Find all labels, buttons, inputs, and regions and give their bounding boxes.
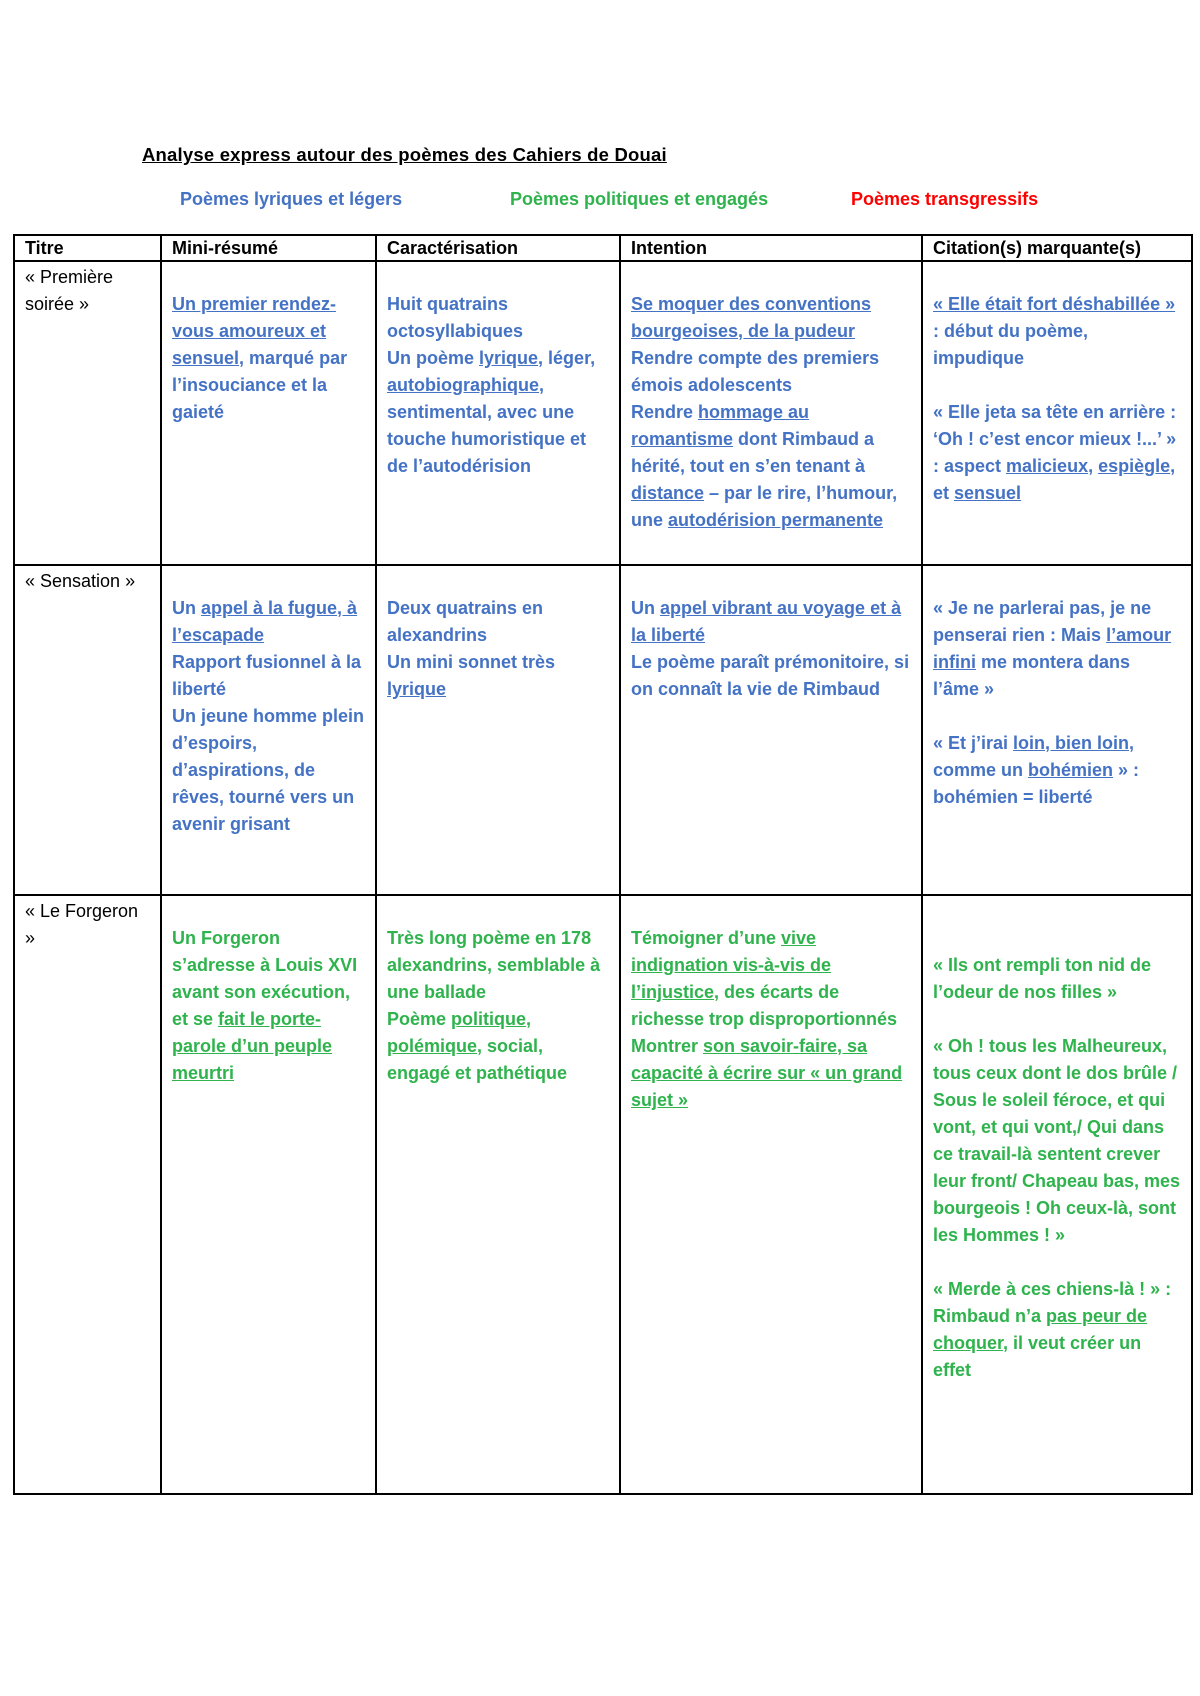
citation-underlined: bohémien xyxy=(1028,760,1114,780)
citation-underlined: loin, bien loin xyxy=(1013,733,1130,753)
caracterisation-cell xyxy=(376,895,620,1494)
citation-line: « Oh ! tous les Malheureux, tous ceux dont le dos brûle / Sous le soleil féroce, et qui vont, et qui vont,/ Qui dans ce travail-là sentent crever leur front/ Chapeau bas, mes bourgeois ! Oh ceux-là, sont les Hommes ! » xyxy=(933,1036,1181,1245)
intention-underlined: son savoir-faire, sa capacité à écrire sur « un grand sujet » xyxy=(631,1036,903,1110)
intention-line: Le poème paraît prémonitoire, si on connaît la vie de Rimbaud xyxy=(631,652,910,699)
intention-text: dont Rimbaud a hérité, tout en s’en tenant à xyxy=(631,429,875,476)
table-row xyxy=(14,895,1192,1494)
citation-text: « Elle jeta sa tête en arrière : ‘Oh ! c’est encor mieux !...’ » : aspect xyxy=(933,402,1177,476)
resume-text: , marqué par l’insouciance et la gaieté xyxy=(172,348,348,422)
header-mini-resume: Mini-résumé xyxy=(161,235,376,261)
citation-underlined: sensuel xyxy=(954,483,1022,503)
resume-line: Rapport fusionnel à la liberté xyxy=(172,652,362,699)
analysis-table xyxy=(13,234,1193,1495)
resume-text: Un xyxy=(172,598,201,618)
resume-underlined: fait le porte-parole d’un peuple meurtri xyxy=(172,1009,333,1083)
intention-underlined: hommage au romantisme xyxy=(631,402,810,449)
caracterisation-cell xyxy=(376,261,620,565)
caracterisation-text: Poème xyxy=(387,1009,452,1029)
citation-text: , il veut créer un effet xyxy=(933,1333,1142,1380)
citation-text: « Merde à ces chiens-là ! » : Rimbaud n’a xyxy=(933,1279,1172,1326)
caracterisation-text: Un mini sonnet très xyxy=(387,652,556,672)
intention-underlined: autodérision permanente xyxy=(668,510,884,530)
citation-text: : début du poème, impudique xyxy=(933,321,1088,368)
table-row xyxy=(14,261,1192,565)
caracterisation-underlined: autobiographique xyxy=(387,375,539,395)
resume-text: Un Forgeron s’adresse à Louis XVI avant son exécution, et se xyxy=(172,928,358,1029)
citation-underlined: « Elle était fort déshabillée » xyxy=(933,294,1176,314)
poem-title: « Sensation » xyxy=(25,571,136,591)
citation-underlined: pas peur de choquer xyxy=(933,1306,1148,1353)
citation-text: me montera dans l’âme » xyxy=(933,652,1131,699)
intention-cell xyxy=(620,895,922,1494)
citations-cell xyxy=(922,565,1192,895)
poem-title: « Le Forgeron » xyxy=(25,901,139,948)
header-caracterisation: Caractérisation xyxy=(376,235,620,261)
citation-text: » : bohémien = liberté xyxy=(933,760,1140,807)
table-row xyxy=(14,565,1192,895)
resume-cell xyxy=(161,895,376,1494)
intention-text: , des écarts de richesse trop disproportionnés xyxy=(631,982,898,1029)
resume-cell xyxy=(161,261,376,565)
legend-transgressive: Poèmes transgressifs xyxy=(851,189,1039,209)
caracterisation-text: , sentimental, avec une touche humoristique et de l’autodérision xyxy=(387,375,587,476)
caracterisation-text: , léger, xyxy=(538,348,596,368)
header-citations: Citation(s) marquante(s) xyxy=(922,235,1192,261)
citation-line: « Ils ont rempli ton nid de l’odeur de nos filles » xyxy=(933,955,1152,1002)
header-titre: Titre xyxy=(14,235,161,261)
poem-title-cell xyxy=(14,565,161,895)
citation-text: « Je ne parlerai pas, je ne penserai rien : Mais xyxy=(933,598,1152,645)
intention-cell xyxy=(620,565,922,895)
intention-underlined: appel vibrant au voyage et à la liberté xyxy=(631,598,902,645)
intention-text: – par le rire, l’humour, une xyxy=(631,483,898,530)
intention-underlined: vive indignation vis-à-vis de l’injustice xyxy=(631,928,832,1002)
legend-political: Poèmes politiques et engagés xyxy=(510,189,769,209)
table-header-row xyxy=(14,235,1192,261)
caracterisation-text: , xyxy=(526,1009,532,1029)
citation-text: « Et j’irai xyxy=(933,733,1014,753)
citation-text: , comme un xyxy=(933,733,1135,780)
intention-text: Un xyxy=(631,598,660,618)
citation-underlined: espiègle xyxy=(1098,456,1171,476)
caracterisation-cell xyxy=(376,565,620,895)
caracterisation-underlined: politique xyxy=(451,1009,527,1029)
intention-text: Témoigner d’une xyxy=(631,928,782,948)
poem-title-cell xyxy=(14,895,161,1494)
caracterisation-text: , social, engagé et pathétique xyxy=(387,1036,568,1083)
intention-text: Montrer xyxy=(631,1036,703,1056)
citation-text: , et xyxy=(933,456,1176,503)
legend-lyric: Poèmes lyriques et légers xyxy=(180,189,403,209)
resume-line: Un jeune homme plein d’espoirs, d’aspirations, de rêves, tourné vers un avenir grisant xyxy=(172,706,365,834)
citation-text: , xyxy=(1088,456,1099,476)
poem-title: « Première soirée » xyxy=(25,267,114,314)
caracterisation-line: Huit quatrains octosyllabiques xyxy=(387,294,524,341)
caracterisation-underlined: lyrique xyxy=(387,679,447,699)
header-intention: Intention xyxy=(620,235,922,261)
caracterisation-line: Deux quatrains en alexandrins xyxy=(387,598,544,645)
intention-underlined: distance xyxy=(631,483,705,503)
citation-underlined: malicieux xyxy=(1006,456,1089,476)
citation-underlined: l’amour infini xyxy=(933,625,1172,672)
caracterisation-line: Très long poème en 178 alexandrins, semblable à une ballade xyxy=(387,928,601,1002)
resume-underlined: appel à la fugue, à l’escapade xyxy=(172,598,358,645)
citations-cell xyxy=(922,261,1192,565)
caracterisation-text: Un poème xyxy=(387,348,480,368)
document-title: Analyse express autour des poèmes des Cahiers de Douai xyxy=(142,144,667,165)
resume-cell xyxy=(161,565,376,895)
resume-underlined: Un premier rendez-vous amoureux et sensuel xyxy=(172,294,337,368)
citations-cell xyxy=(922,895,1192,1494)
intention-line: Rendre compte des premiers émois adolescents xyxy=(631,348,880,395)
caracterisation-underlined: lyrique xyxy=(479,348,539,368)
intention-text: Rendre xyxy=(631,402,699,422)
intention-underlined: Se moquer des conventions bourgeoises, de la pudeur xyxy=(631,294,872,341)
caracterisation-underlined: polémique xyxy=(387,1036,478,1056)
intention-cell xyxy=(620,261,922,565)
poem-title-cell xyxy=(14,261,161,565)
